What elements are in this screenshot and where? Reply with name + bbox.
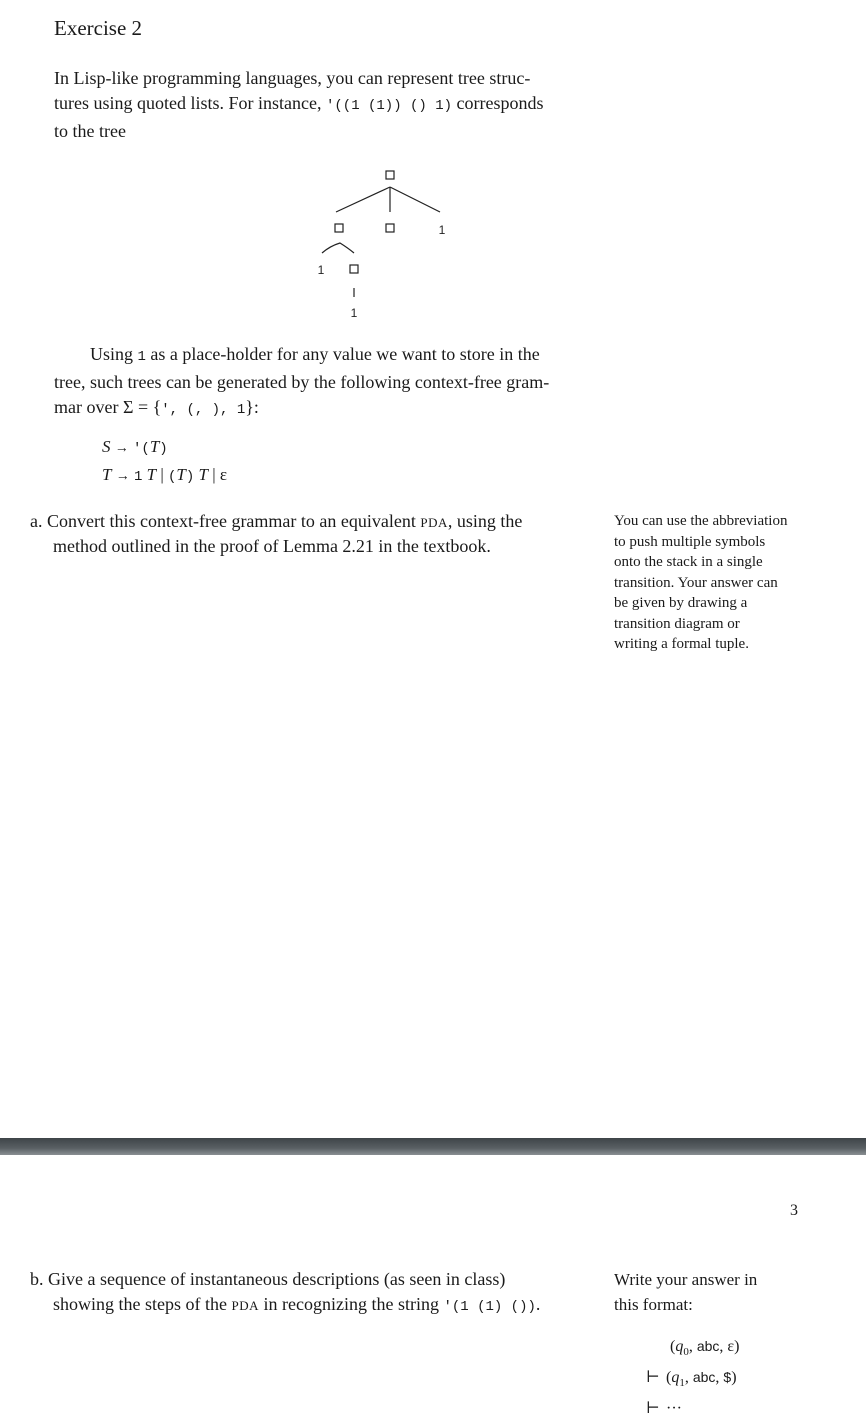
tree-edge [322,243,354,253]
pda-term: pda [231,1294,259,1314]
terminal: ) [185,469,195,485]
note-line: Write your answer in [614,1270,758,1289]
variable-s: S [102,437,111,456]
page-break-divider [0,1138,866,1155]
turnstile: ⊢ [646,1369,660,1387]
state: q [675,1338,684,1355]
note-line: to push multiple symbols [614,533,766,550]
usage-line-3 [54,395,594,423]
arrow: → [115,469,130,484]
id-row-1: ($q_0$, abc, ε) [670,1338,740,1359]
part-a [30,509,590,559]
intro-line-2 [54,91,594,119]
alternative-bar: | [212,465,216,484]
id-format-example [646,1334,739,1421]
input-string: '(1 (1) ()) [443,1299,536,1315]
part-b-text: . [535,1294,541,1314]
intro-line-2-tail: corresponds [452,93,544,113]
alphabet-prefix: mar over Σ = { [54,397,162,417]
usage-line-1 [54,342,594,370]
remaining-input: abc [696,1338,720,1354]
part-a-line-2: method outlined in the proof of Lemma 2.21 in the textbook. [53,536,491,556]
terminal: '( [133,441,150,457]
variable-t: T [149,437,160,456]
state: q [671,1369,680,1387]
intro-paragraph [54,66,594,144]
empty-node [386,224,394,232]
variable-t: T [102,465,112,484]
usage-paragraph [54,342,594,423]
variable-t: T [146,465,157,484]
note-line: writing a formal tuple. [614,636,749,652]
state-subscript: 0 [683,1346,689,1359]
placeholder-symbol: 1 [137,349,146,365]
part-b [30,1267,605,1320]
state-subscript: 1 [679,1377,685,1390]
terminal: ) [159,441,168,457]
leaf-label: 1 [350,306,358,320]
part-b-line-2 [30,1292,605,1320]
usage-text: Using [90,344,138,364]
terminal: ( [168,469,177,485]
part-a-label: a. [30,511,43,531]
tree-edge [336,187,390,212]
note-line: onto the stack in a single [614,554,763,570]
turnstile: ⊢ [646,1400,660,1418]
exercise-title: Exercise 2 [54,16,143,40]
usage-line-2: tree, such trees can be generated by the following context-free gram- [54,372,550,392]
intro-line-1: In Lisp-like programming languages, you can represent tree struc- [54,68,531,88]
leaf-label: 1 [438,223,446,237]
stack-content: $ [723,1369,732,1386]
note-line: this format: [614,1295,693,1314]
ellipsis: ··· [666,1400,682,1418]
tree-edge [390,187,440,212]
internal-node [350,265,358,273]
epsilon: ε [219,465,228,484]
variable-t: T [198,465,208,484]
grammar-rule-s [102,434,227,462]
intro-line-2-text: tures using quoted lists. For instance, [54,93,326,113]
part-a-line-1 [30,509,590,534]
intro-line-3: to the tree [54,121,126,141]
note-line: be given by drawing a [614,595,748,611]
part-b-text: in recognizing the string [259,1294,444,1314]
arrow: → [114,441,129,456]
root-node [386,171,394,179]
remaining-input: abc [692,1369,716,1386]
quoted-list-example: '((1 (1)) () 1) [325,98,453,114]
alphabet-symbols: ', (, ), 1 [161,402,246,418]
terminal: 1 [133,469,143,485]
part-a-text: Convert this context-free grammar to an equivalent [47,511,421,531]
pda-term: pda [420,511,448,531]
usage-text: as a place-holder for any value we want to store in the [145,344,540,364]
stack-content: ε [727,1338,735,1355]
part-b-text: Give a sequence of instantaneous descriptions (as seen in class) [48,1269,506,1289]
internal-node [335,224,343,232]
grammar-block [102,434,227,490]
alphabet-suffix: }: [245,397,259,417]
alternative-bar: | [160,465,164,484]
tree-diagram [300,160,460,325]
grammar-rule-t [102,462,227,490]
page-number: 3 [790,1202,798,1219]
id-row-2: ⊢ ($q_1$, abc, $) [646,1365,739,1396]
note-line: transition diagram or [614,615,740,632]
part-b-margin-note [614,1267,757,1317]
leaf-label: 1 [317,263,325,277]
note-line: You can use the abbreviation [614,513,788,529]
note-line: transition. Your answer can [614,574,778,591]
id-row-3 [646,1396,739,1421]
part-b-label: b. [30,1269,44,1289]
part-a-text: , using the [447,511,523,531]
part-b-text: showing the steps of the [53,1294,232,1314]
part-b-line-1 [30,1267,605,1292]
part-a-margin-note [614,511,844,655]
variable-t: T [176,465,186,484]
